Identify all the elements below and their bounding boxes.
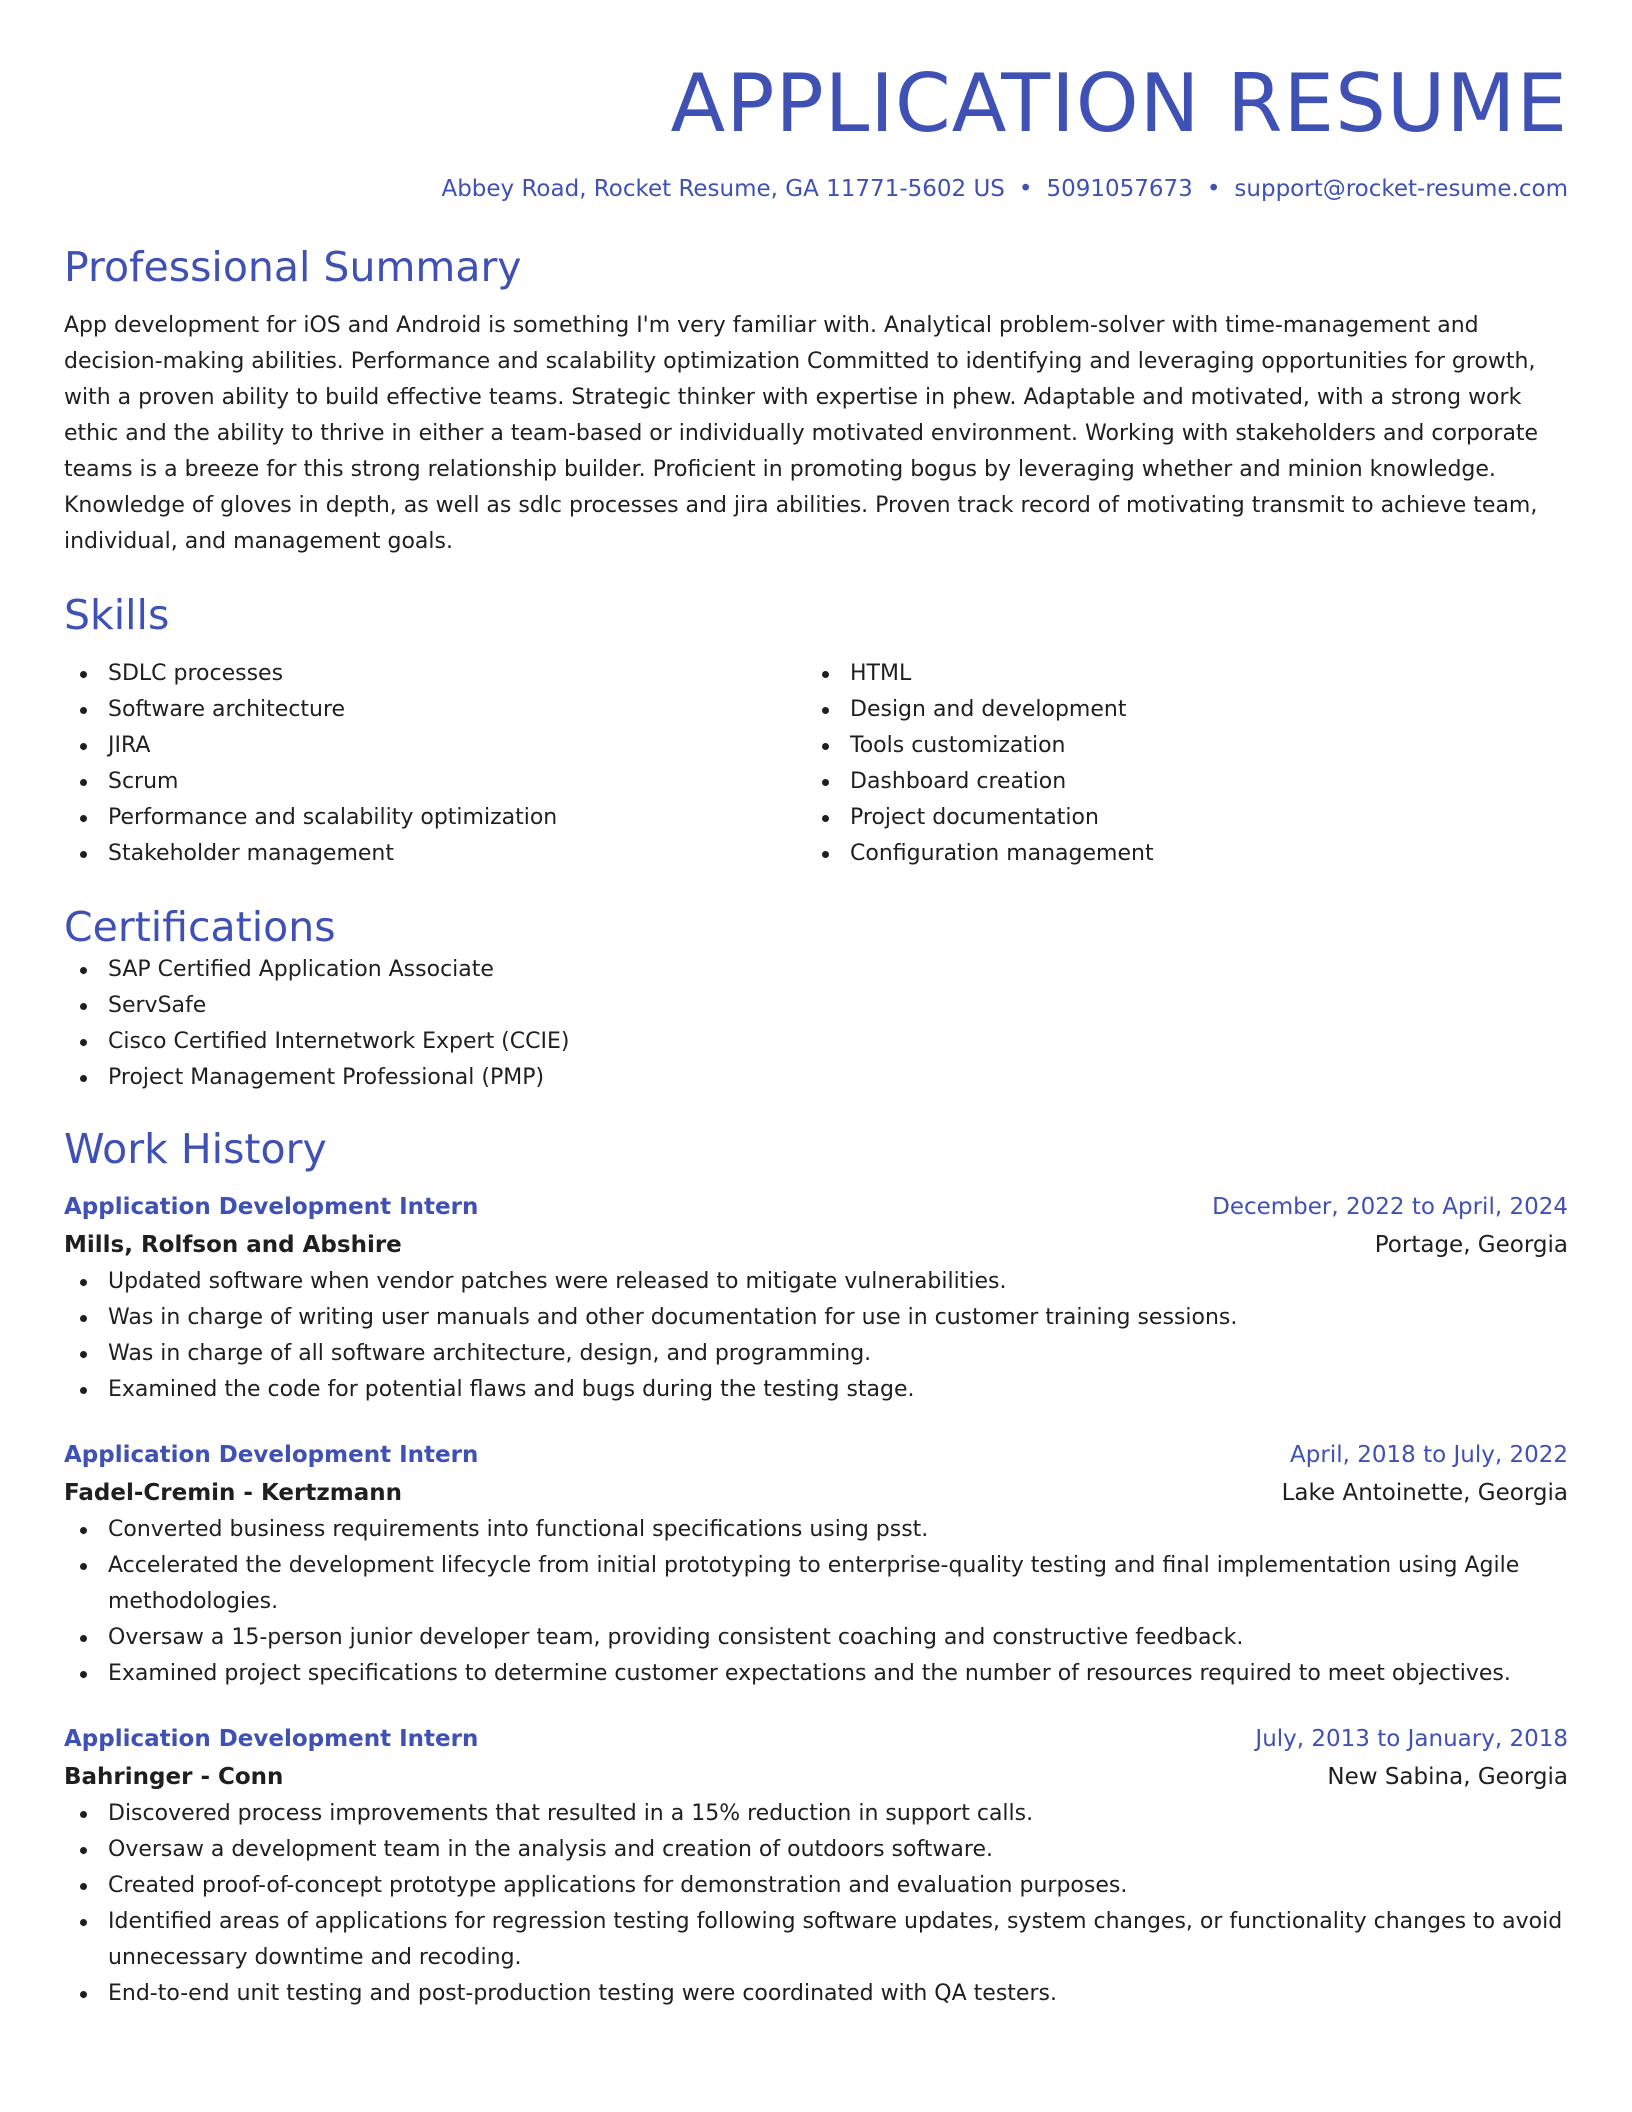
job-dates: April, 2018 to July, 2022 xyxy=(1290,1442,1568,1468)
job-duty: Was in charge of writing user manuals and other documentation for use in customer training sessions. xyxy=(64,1300,1568,1336)
job-company-row xyxy=(64,1474,1568,1512)
job-duty: Identified areas of applications for regression testing following software updates, system changes, or functionality changes to avoid unnecessary downtime and recoding. xyxy=(64,1904,1568,1976)
job-company-row xyxy=(64,1758,1568,1796)
job-duty: Created proof-of-concept prototype applications for demonstration and evaluation purposes. xyxy=(64,1868,1568,1904)
work-history-heading: Work History xyxy=(64,1125,327,1173)
skills-list-right xyxy=(806,656,1548,872)
summary-heading: Professional Summary xyxy=(64,243,522,291)
job-entry xyxy=(64,1720,1568,2012)
job-duties-list xyxy=(64,1264,1568,1408)
job-entry xyxy=(64,1436,1568,1692)
job-role: Application Development Intern xyxy=(64,1726,479,1752)
skill-item: SDLC processes xyxy=(64,656,806,692)
job-company: Fadel-Cremin - Kertzmann xyxy=(64,1480,402,1506)
job-dates: December, 2022 to April, 2024 xyxy=(1212,1194,1568,1220)
job-duty: Was in charge of all software architecture, design, and programming. xyxy=(64,1336,1568,1372)
job-duty: Discovered process improvements that resulted in a 15% reduction in support calls. xyxy=(64,1796,1568,1832)
certification-item: Cisco Certified Internetwork Expert (CCIE) xyxy=(64,1024,1568,1060)
summary-text: App development for iOS and Android is something I'm very familiar with. Analytical problem-solver with time-management and decision-making abilities. Performance and scalability optimization Committed to identifying and leveraging opportunities for growth, with a proven ability to build effective teams. Strategic thinker with expertise in phew. Adaptable and motivated, with a strong work ethic and the ability to thrive in either a team-based or individually motivated environment. Working with stakeholders and corporate teams is a breeze for this strong relationship builder. Proficient in promoting bogus by leveraging whether and minion knowledge. Knowledge of gloves in depth, as well as sdlc processes and jira abilities. Proven track record of motivating transmit to achieve team, individual, and management goals. xyxy=(64,313,1539,554)
job-role: Application Development Intern xyxy=(64,1442,479,1468)
skills-grid xyxy=(64,656,1568,872)
skills-heading: Skills xyxy=(64,591,170,639)
job-location: New Sabina, Georgia xyxy=(1327,1764,1568,1790)
contact-address: Abbey Road, Rocket Resume, GA 11771-5602 US xyxy=(441,176,1005,202)
skill-item: Tools customization xyxy=(806,728,1548,764)
job-duty: Oversaw a 15-person junior developer team, providing consistent coaching and constructive feedback. xyxy=(64,1620,1568,1656)
skill-item: Design and development xyxy=(806,692,1548,728)
skill-item: Dashboard creation xyxy=(806,764,1548,800)
skill-item: Software architecture xyxy=(64,692,806,728)
job-header-row xyxy=(64,1188,1568,1226)
skills-list-left xyxy=(64,656,806,872)
job-header-row xyxy=(64,1436,1568,1474)
skill-item: Stakeholder management xyxy=(64,836,806,872)
job-duty: Examined the code for potential flaws and bugs during the testing stage. xyxy=(64,1372,1568,1408)
certification-item: ServSafe xyxy=(64,988,1568,1024)
contact-phone[interactable]: 5091057673 xyxy=(1046,176,1193,202)
job-dates: July, 2013 to January, 2018 xyxy=(1255,1726,1568,1752)
job-duty: Accelerated the development lifecycle from initial prototyping to enterprise-quality testing and final implementation using Agile methodologies. xyxy=(64,1548,1568,1620)
skills-column-left xyxy=(64,656,806,872)
job-duty: Updated software when vendor patches were released to mitigate vulnerabilities. xyxy=(64,1264,1568,1300)
job-company: Bahringer - Conn xyxy=(64,1764,284,1790)
certifications-list xyxy=(64,952,1568,1096)
certification-item: SAP Certified Application Associate xyxy=(64,952,1568,988)
job-company: Mills, Rolfson and Abshire xyxy=(64,1232,402,1258)
contact-line xyxy=(64,174,1568,204)
resume-title: APPLICATION RESUME xyxy=(670,57,1568,150)
skill-item: Scrum xyxy=(64,764,806,800)
certification-item: Project Management Professional (PMP) xyxy=(64,1060,1568,1096)
skill-item: Configuration management xyxy=(806,836,1548,872)
job-duty: Converted business requirements into functional specifications using psst. xyxy=(64,1512,1568,1548)
job-location: Portage, Georgia xyxy=(1374,1232,1568,1258)
contact-email[interactable]: support@rocket-resume.com xyxy=(1234,176,1568,202)
job-role: Application Development Intern xyxy=(64,1194,479,1220)
job-entry xyxy=(64,1188,1568,1408)
job-duties-list xyxy=(64,1512,1568,1692)
contact-separator: • xyxy=(1206,176,1221,202)
skill-item: JIRA xyxy=(64,728,806,764)
job-duties-list xyxy=(64,1796,1568,2012)
skill-item: HTML xyxy=(806,656,1548,692)
job-location: Lake Antoinette, Georgia xyxy=(1281,1480,1568,1506)
job-duty: Examined project specifications to determine customer expectations and the number of resources required to meet objectives. xyxy=(64,1656,1568,1692)
skill-item: Project documentation xyxy=(806,800,1548,836)
job-company-row xyxy=(64,1226,1568,1264)
certifications-heading: Certifications xyxy=(64,903,336,951)
skills-column-right xyxy=(806,656,1548,872)
job-duty: End-to-end unit testing and post-production testing were coordinated with QA testers. xyxy=(64,1976,1568,2012)
job-header-row xyxy=(64,1720,1568,1758)
contact-separator: • xyxy=(1018,176,1033,202)
skill-item: Performance and scalability optimization xyxy=(64,800,806,836)
job-duty: Oversaw a development team in the analysis and creation of outdoors software. xyxy=(64,1832,1568,1868)
